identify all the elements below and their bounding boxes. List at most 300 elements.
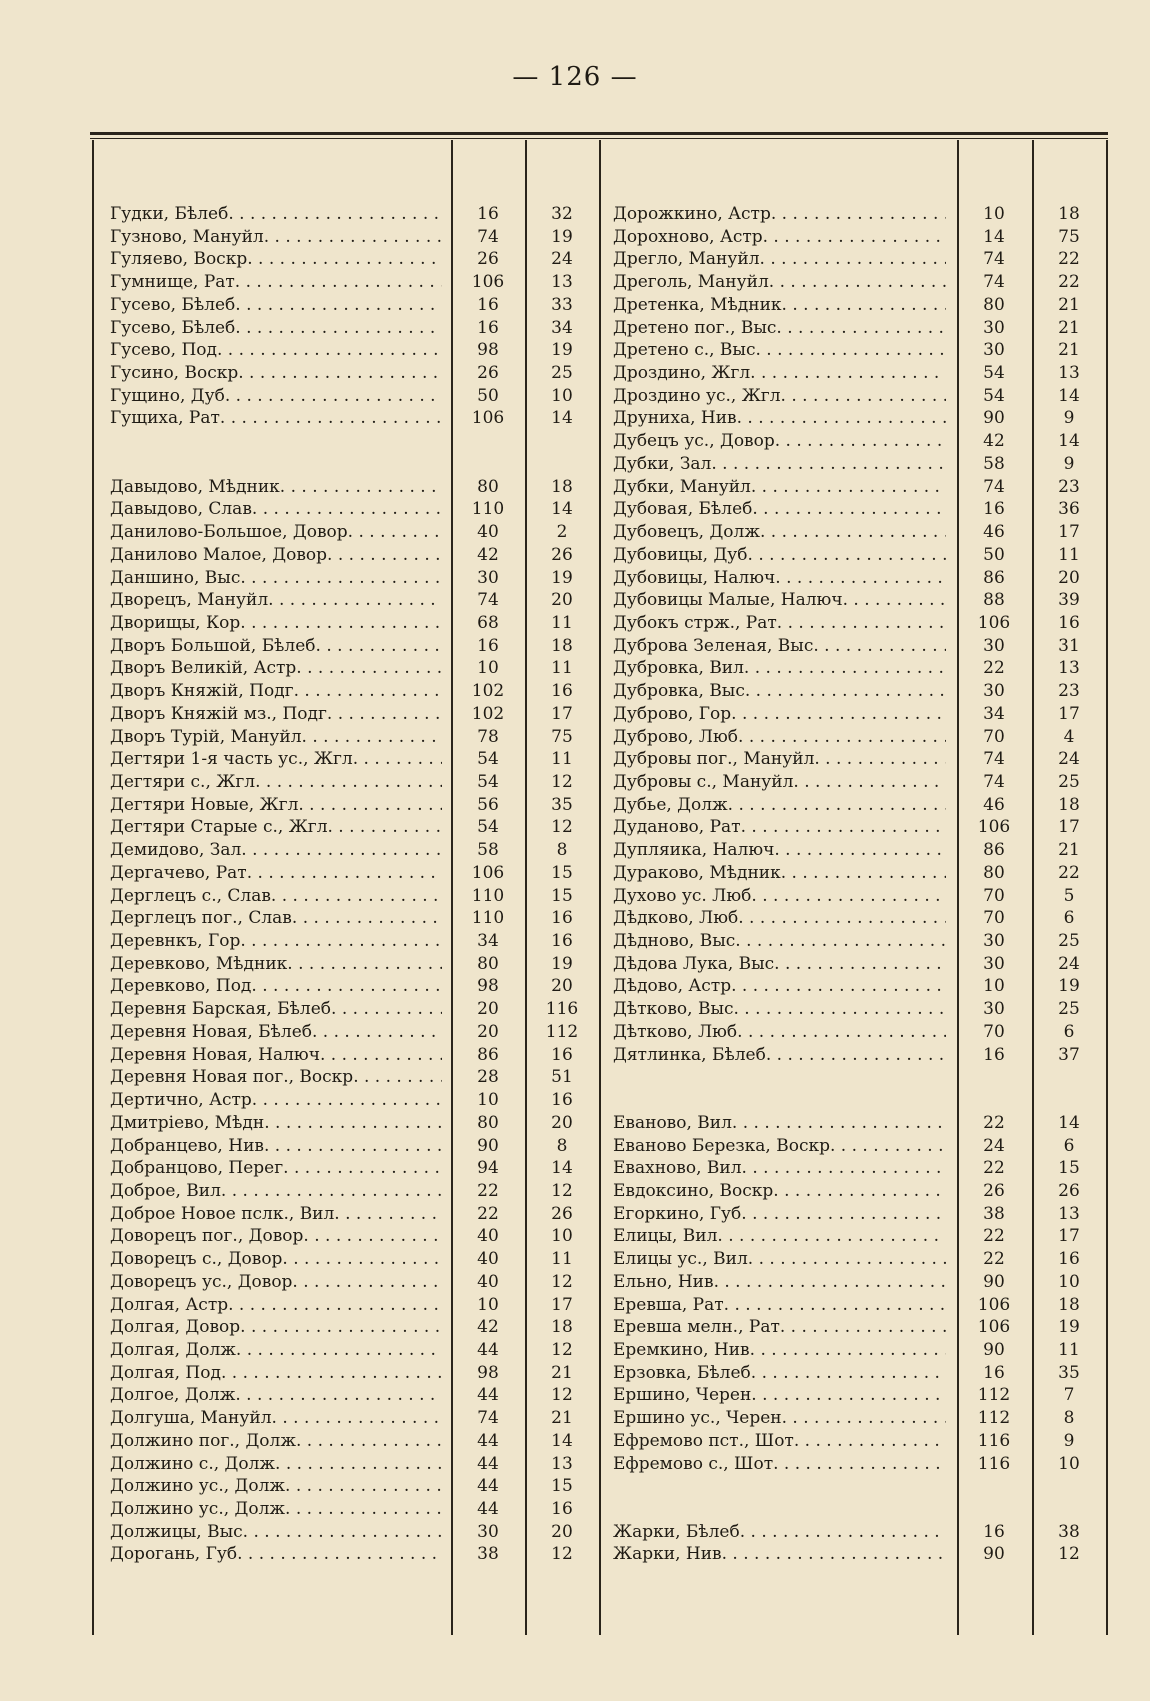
place-name: Дворъ Великій, Астр. . . . (110, 657, 442, 680)
index-entry (613, 975, 1103, 998)
page-ref: 16 (477, 317, 499, 338)
index-entry (613, 1225, 1103, 1248)
place-name: Доворецъ с., Довор. . . . (110, 1248, 442, 1271)
index-entry (110, 1135, 600, 1158)
place-name: Дерглецъ с., Слав. . . . (110, 885, 442, 908)
entry-number: 12 (551, 1180, 573, 1201)
entry-number: 25 (1058, 772, 1080, 792)
entry-number: 112 (545, 1021, 579, 1042)
entry-number: 19 (1058, 976, 1080, 997)
index-entry (110, 1021, 600, 1044)
page-ref: 30 (983, 635, 1005, 656)
page-ref: 80 (983, 862, 1005, 883)
place-name: Гудки, Бѣлеб. . . . (110, 203, 442, 226)
page-ref: 90 (983, 1340, 1005, 1360)
page-ref: 38 (983, 1203, 1005, 1224)
index-entry (110, 1407, 600, 1430)
index-entry (110, 635, 600, 658)
page-ref: 106 (977, 612, 1011, 633)
entry-number: 14 (551, 499, 573, 520)
entry-number: 25 (1058, 999, 1080, 1020)
index-entry (110, 612, 600, 635)
index-entry (613, 1316, 1103, 1339)
place-name: Гусево, Под. . . . (110, 339, 442, 362)
entry-number: 21 (1058, 317, 1080, 338)
index-entry (110, 476, 600, 499)
page-ref: 42 (477, 1317, 499, 1338)
entry-number: 35 (1058, 1362, 1080, 1383)
top-rule-thin (90, 138, 1108, 139)
entry-number: 20 (551, 976, 573, 997)
entry-number: 8 (556, 840, 568, 861)
page-ref: 16 (477, 294, 499, 315)
index-entry (613, 317, 1103, 340)
entry-number: 11 (1058, 544, 1080, 565)
entry-number: 13 (1058, 363, 1080, 384)
entry-number: 37 (1058, 1044, 1080, 1065)
entry-number: 13 (551, 1453, 573, 1474)
page-ref: 44 (477, 1499, 499, 1520)
page-ref: 22 (477, 1203, 499, 1224)
index-entry (110, 1248, 600, 1271)
index-entry (613, 1112, 1103, 1135)
entry-number: 26 (551, 1203, 573, 1224)
page-ref: 90 (983, 1544, 1005, 1565)
page-ref: 58 (983, 453, 1005, 474)
index-entry (110, 680, 600, 703)
entry-number: 20 (551, 590, 573, 611)
entry-number: 16 (551, 908, 573, 929)
index-entry (110, 1521, 600, 1544)
place-name: Деревнкъ, Гор. . . . (110, 930, 442, 953)
page-ref: 10 (983, 204, 1005, 224)
place-name: Доворецъ ус., Довор. . . . (110, 1271, 442, 1294)
index-entry (110, 1430, 600, 1453)
index-entry (110, 1543, 600, 1566)
entry-number: 11 (551, 612, 573, 633)
page-ref: 106 (471, 272, 505, 293)
entry-number: 116 (545, 999, 579, 1020)
place-name: Дворъ Большой, Бѣлеб. . . . (110, 635, 442, 658)
page-ref: 28 (477, 1067, 499, 1088)
page-ref: 112 (977, 1408, 1011, 1429)
entry-number: 15 (551, 862, 573, 883)
index-entry (613, 1271, 1103, 1294)
index-entry (613, 839, 1103, 862)
page-ref: 54 (477, 817, 499, 838)
entry-number: 18 (1058, 204, 1080, 224)
page-ref: 30 (983, 953, 1005, 974)
page-ref: 40 (477, 1271, 499, 1292)
page-ref: 74 (477, 590, 499, 611)
index-entry (110, 1316, 600, 1339)
index-entry (613, 794, 1103, 817)
index-entry (613, 612, 1103, 635)
place-name: Дѣдово, Астр. . . . (613, 975, 946, 998)
index-entry (613, 476, 1103, 499)
entry-number: 22 (1058, 249, 1080, 270)
entry-number: 14 (1058, 385, 1080, 406)
entry-number: 18 (1058, 1294, 1080, 1315)
index-entry (613, 1384, 1103, 1407)
place-name: Дубовицы Малые, Налюч. . . . (613, 589, 946, 612)
page-ref: 16 (983, 1521, 1005, 1542)
index-entry (613, 998, 1103, 1021)
index-entry (613, 498, 1103, 521)
entry-number: 10 (1058, 1453, 1080, 1474)
index-entry (613, 1543, 1103, 1566)
page-ref: 74 (477, 226, 499, 247)
entry-number: 12 (1058, 1544, 1080, 1565)
place-name: Долгая, Довор. . . . (110, 1316, 442, 1339)
place-name: Деревня Барская, Бѣлеб. . . . (110, 998, 442, 1021)
index-entry (613, 1407, 1103, 1430)
page-ref: 50 (983, 544, 1005, 565)
entry-number: 19 (551, 953, 573, 974)
place-name: Дубровы с., Мануйл. . . . (613, 771, 946, 794)
page-ref: 16 (477, 635, 499, 656)
page-ref: 86 (983, 840, 1005, 861)
index-entry (613, 862, 1103, 885)
index-entry (110, 589, 600, 612)
place-name: Ефремово с., Шот. . . . (613, 1453, 946, 1476)
index-entry (110, 385, 600, 408)
page-ref: 22 (983, 658, 1005, 679)
entry-number: 14 (551, 1430, 573, 1451)
page-ref: 54 (477, 749, 499, 770)
page-ref: 102 (471, 703, 505, 724)
place-name: Дворъ Турій, Мануйл. . . . (110, 726, 442, 749)
entry-number: 16 (551, 681, 573, 702)
place-name: Дмитріево, Мѣдн. . . . (110, 1112, 442, 1135)
index-entry (110, 771, 600, 794)
page-ref: 80 (477, 476, 499, 497)
index-entry (110, 748, 600, 771)
page-ref: 70 (983, 1021, 1005, 1042)
page-ref: 74 (983, 772, 1005, 792)
column-divider-left-edge (92, 140, 94, 1635)
place-name: Должино с., Долж. . . . (110, 1453, 442, 1476)
place-name: Евахново, Вил. . . . (613, 1157, 946, 1180)
place-name: Ерзовка, Бѣлеб. . . . (613, 1362, 946, 1385)
index-entry (613, 271, 1103, 294)
page-ref: 42 (477, 544, 499, 565)
page-ref: 26 (477, 249, 499, 270)
entry-number: 21 (1058, 294, 1080, 315)
page-ref: 86 (477, 1044, 499, 1065)
index-entry (110, 1294, 600, 1317)
index-entry (110, 907, 600, 930)
index-entry (613, 567, 1103, 590)
place-name: Должино ус., Долж. . . . (110, 1498, 442, 1521)
page-ref: 86 (983, 567, 1005, 588)
index-entry (613, 816, 1103, 839)
page-ref: 106 (977, 1294, 1011, 1315)
place-name: Евдоксино, Воскр. . . . (613, 1180, 946, 1203)
place-name: Дрегло, Мануйл. . . . (613, 248, 946, 271)
entry-number: 15 (551, 885, 573, 906)
index-entry (110, 1384, 600, 1407)
place-name: Елицы ус., Вил. . . . (613, 1248, 946, 1271)
entry-number: 12 (551, 772, 573, 792)
place-name: Духово ус. Люб. . . . (613, 885, 946, 908)
index-entry (110, 816, 600, 839)
index-entry (110, 839, 600, 862)
index-entry (613, 1339, 1103, 1362)
page-ref: 22 (983, 1226, 1005, 1247)
index-entry (613, 930, 1103, 953)
index-entry (613, 1157, 1103, 1180)
entry-number: 11 (551, 1249, 573, 1270)
page-ref: 30 (983, 931, 1005, 952)
entry-number: 17 (551, 1294, 573, 1315)
place-name: Гуляево, Воскр. . . . (110, 248, 442, 271)
place-name: Деревково, Мѣдник. . . . (110, 953, 442, 976)
entry-number: 23 (1058, 476, 1080, 497)
page-ref: 70 (983, 726, 1005, 747)
page-ref: 16 (983, 1362, 1005, 1383)
place-name: Деревня Новая, Налюч. . . . (110, 1044, 442, 1067)
entry-number: 11 (1058, 1340, 1080, 1360)
page-ref: 70 (983, 908, 1005, 929)
page-ref: 44 (477, 1385, 499, 1406)
entry-number: 14 (551, 1158, 573, 1179)
index-entry (110, 407, 600, 430)
page-ref: 46 (983, 522, 1005, 543)
entry-number: 21 (1058, 840, 1080, 861)
place-name: Гузново, Мануйл. . . . (110, 226, 442, 249)
entry-number: 16 (551, 1044, 573, 1065)
index-entry (613, 544, 1103, 567)
place-name: Гусево, Бѣлеб. . . . (110, 317, 442, 340)
index-entry (613, 453, 1103, 476)
entry-number: 14 (551, 408, 573, 429)
place-name: Долгая, Под. . . . (110, 1362, 442, 1385)
index-entry (110, 862, 600, 885)
page-ref: 110 (471, 499, 505, 520)
entry-number: 7 (1063, 1385, 1075, 1406)
entry-number: 17 (1058, 522, 1080, 543)
place-name: Дертично, Астр. . . . (110, 1089, 442, 1112)
page-ref: 46 (983, 794, 1005, 815)
place-name: Дорожкино, Астр. . . . (613, 203, 946, 226)
page-number: — 126 — (512, 62, 638, 92)
place-name: Дубровы пог., Мануйл. . . . (613, 748, 946, 771)
entry-number: 8 (1063, 1408, 1075, 1429)
entry-number: 19 (551, 226, 573, 247)
place-name: Демидово, Зал. . . . (110, 839, 442, 862)
index-entry (110, 998, 600, 1021)
entry-number: 22 (1058, 862, 1080, 883)
page-ref: 106 (977, 817, 1011, 838)
page-ref: 80 (477, 953, 499, 974)
place-name: Должино ус., Долж. . . . (110, 1475, 442, 1498)
page-ref: 50 (477, 385, 499, 406)
place-name: Долгая, Долж. . . . (110, 1339, 442, 1362)
entry-number: 9 (1063, 1430, 1075, 1451)
page-ref: 74 (983, 476, 1005, 497)
entry-number: 25 (551, 363, 573, 384)
index-entry (613, 1248, 1103, 1271)
page-ref: 26 (983, 1180, 1005, 1201)
index-entry (110, 271, 600, 294)
index-entry (613, 1362, 1103, 1385)
entry-number: 23 (1058, 681, 1080, 702)
place-name: Даншино, Выс. . . . (110, 567, 442, 590)
place-name: Дѣдново, Выс. . . . (613, 930, 946, 953)
index-entry (110, 794, 600, 817)
entry-number: 4 (1063, 726, 1075, 747)
index-entry (613, 635, 1103, 658)
entry-number: 18 (551, 1317, 573, 1338)
place-name: Гущино, Дуб. . . . (110, 385, 442, 408)
place-name: Дегтяри с., Жгл. . . . (110, 771, 442, 794)
page-ref: 20 (477, 1021, 499, 1042)
index-entry (110, 248, 600, 271)
entry-number: 12 (551, 1340, 573, 1360)
index-entry (613, 339, 1103, 362)
index-entry (110, 567, 600, 590)
place-name: Еревша мелн., Рат. . . . (613, 1316, 946, 1339)
index-entry (110, 226, 600, 249)
entry-number: 5 (1063, 885, 1075, 906)
entry-number: 16 (551, 931, 573, 952)
place-name: Дретено пог., Выс. . . . (613, 317, 946, 340)
place-name: Дроздино, Жгл. . . . (613, 362, 946, 385)
page-ref: 106 (471, 862, 505, 883)
page-ref: 30 (477, 1521, 499, 1542)
index-entry (613, 680, 1103, 703)
place-name: Еваново, Вил. . . . (613, 1112, 946, 1135)
index-entry (613, 771, 1103, 794)
entry-number: 19 (1058, 1317, 1080, 1338)
entry-number: 21 (551, 1362, 573, 1383)
place-name: Долгуша, Мануйл. . . . (110, 1407, 442, 1430)
entry-number: 10 (1058, 1271, 1080, 1292)
place-name: Дегтяри Новые, Жгл. . . . (110, 794, 442, 817)
entry-number: 24 (1058, 749, 1080, 770)
entry-number: 15 (1058, 1158, 1080, 1179)
column-divider-right-edge (1106, 140, 1108, 1635)
entry-number: 18 (1058, 794, 1080, 815)
place-name: Еваново Березка, Воскр. . . . (613, 1135, 946, 1158)
page-ref: 90 (983, 1271, 1005, 1292)
index-entry (110, 1112, 600, 1135)
page-ref: 34 (477, 931, 499, 952)
index-entry (613, 1521, 1103, 1544)
entry-number: 51 (551, 1067, 573, 1088)
entry-number: 10 (551, 1226, 573, 1247)
index-entry (613, 907, 1103, 930)
index-entry (613, 203, 1103, 226)
entry-number: 17 (551, 703, 573, 724)
page-ref: 44 (477, 1340, 499, 1360)
index-entry (110, 544, 600, 567)
place-name: Дроздино ус., Жгл. . . . (613, 385, 946, 408)
page-ref: 16 (983, 499, 1005, 520)
index-entry (613, 885, 1103, 908)
entry-number: 6 (1063, 908, 1075, 929)
place-name: Дубровка, Вил. . . . (613, 657, 946, 680)
place-name: Добранцово, Перег. . . . (110, 1157, 442, 1180)
page-ref: 54 (983, 385, 1005, 406)
entry-number: 34 (551, 317, 573, 338)
place-name: Дубье, Долж. . . . (613, 794, 946, 817)
entry-number: 20 (1058, 567, 1080, 588)
index-entry (110, 1339, 600, 1362)
page-ref: 90 (983, 408, 1005, 429)
index-entry (110, 1089, 600, 1112)
place-name: Дубки, Мануйл. . . . (613, 476, 946, 499)
place-name: Дорогань, Губ. . . . (110, 1543, 442, 1566)
place-name: Долгое, Долж. . . . (110, 1384, 442, 1407)
page-ref: 110 (471, 885, 505, 906)
entry-number: 35 (551, 794, 573, 815)
place-name: Дураково, Мѣдник. . . . (613, 862, 946, 885)
entry-number: 36 (1058, 499, 1080, 520)
place-name: Должино пог., Долж. . . . (110, 1430, 442, 1453)
entry-number: 12 (551, 1271, 573, 1292)
entry-number: 19 (551, 340, 573, 361)
page-ref: 44 (477, 1476, 499, 1497)
place-name: Дуброва Зеленая, Выс. . . . (613, 635, 946, 658)
place-name: Дворъ Княжій мз., Подг. . . . (110, 703, 442, 726)
page-ref: 20 (477, 999, 499, 1020)
index-entry (110, 498, 600, 521)
page-ref: 30 (983, 340, 1005, 361)
place-name: Дубовицы, Дуб. . . . (613, 544, 946, 567)
place-name: Дятлинка, Бѣлеб. . . . (613, 1044, 946, 1067)
page-ref: 116 (977, 1430, 1011, 1451)
index-entry (613, 430, 1103, 453)
entry-number: 17 (1058, 817, 1080, 838)
index-entry (110, 953, 600, 976)
index-entry (110, 521, 600, 544)
place-name: Дегтяри Старые с., Жгл. . . . (110, 816, 442, 839)
page-ref: 110 (471, 908, 505, 929)
page-ref: 34 (983, 703, 1005, 724)
place-name: Дуданово, Рат. . . . (613, 816, 946, 839)
entry-number: 12 (551, 817, 573, 838)
place-name: Дретенка, Мѣдник. . . . (613, 294, 946, 317)
entry-number: 20 (551, 1521, 573, 1542)
place-name: Дѣдова Лука, Выс. . . . (613, 953, 946, 976)
place-name: Давыдово, Слав. . . . (110, 498, 442, 521)
page-ref: 44 (477, 1430, 499, 1451)
page-ref: 22 (983, 1112, 1005, 1133)
place-name: Данилово Малое, Довор. . . . (110, 544, 442, 567)
page-ref: 78 (477, 726, 499, 747)
place-name: Дѣдково, Люб. . . . (613, 907, 946, 930)
page-ref: 70 (983, 885, 1005, 906)
place-name: Доворецъ пог., Довор. . . . (110, 1225, 442, 1248)
index-entry (613, 953, 1103, 976)
entry-number: 12 (551, 1544, 573, 1565)
index-entry (110, 362, 600, 385)
place-name: Деревня Новая, Бѣлеб. . . . (110, 1021, 442, 1044)
entry-number: 18 (551, 476, 573, 497)
entry-number: 10 (551, 385, 573, 406)
index-entry (110, 657, 600, 680)
page-ref: 74 (983, 249, 1005, 270)
page-ref: 98 (477, 1362, 499, 1383)
place-name: Друниха, Нив. . . . (613, 407, 946, 430)
index-entry (110, 1498, 600, 1521)
place-name: Гумнище, Рат. . . . (110, 271, 442, 294)
entry-number: 17 (1058, 703, 1080, 724)
place-name: Дретено с., Выс. . . . (613, 339, 946, 362)
entry-number: 14 (1058, 1112, 1080, 1133)
